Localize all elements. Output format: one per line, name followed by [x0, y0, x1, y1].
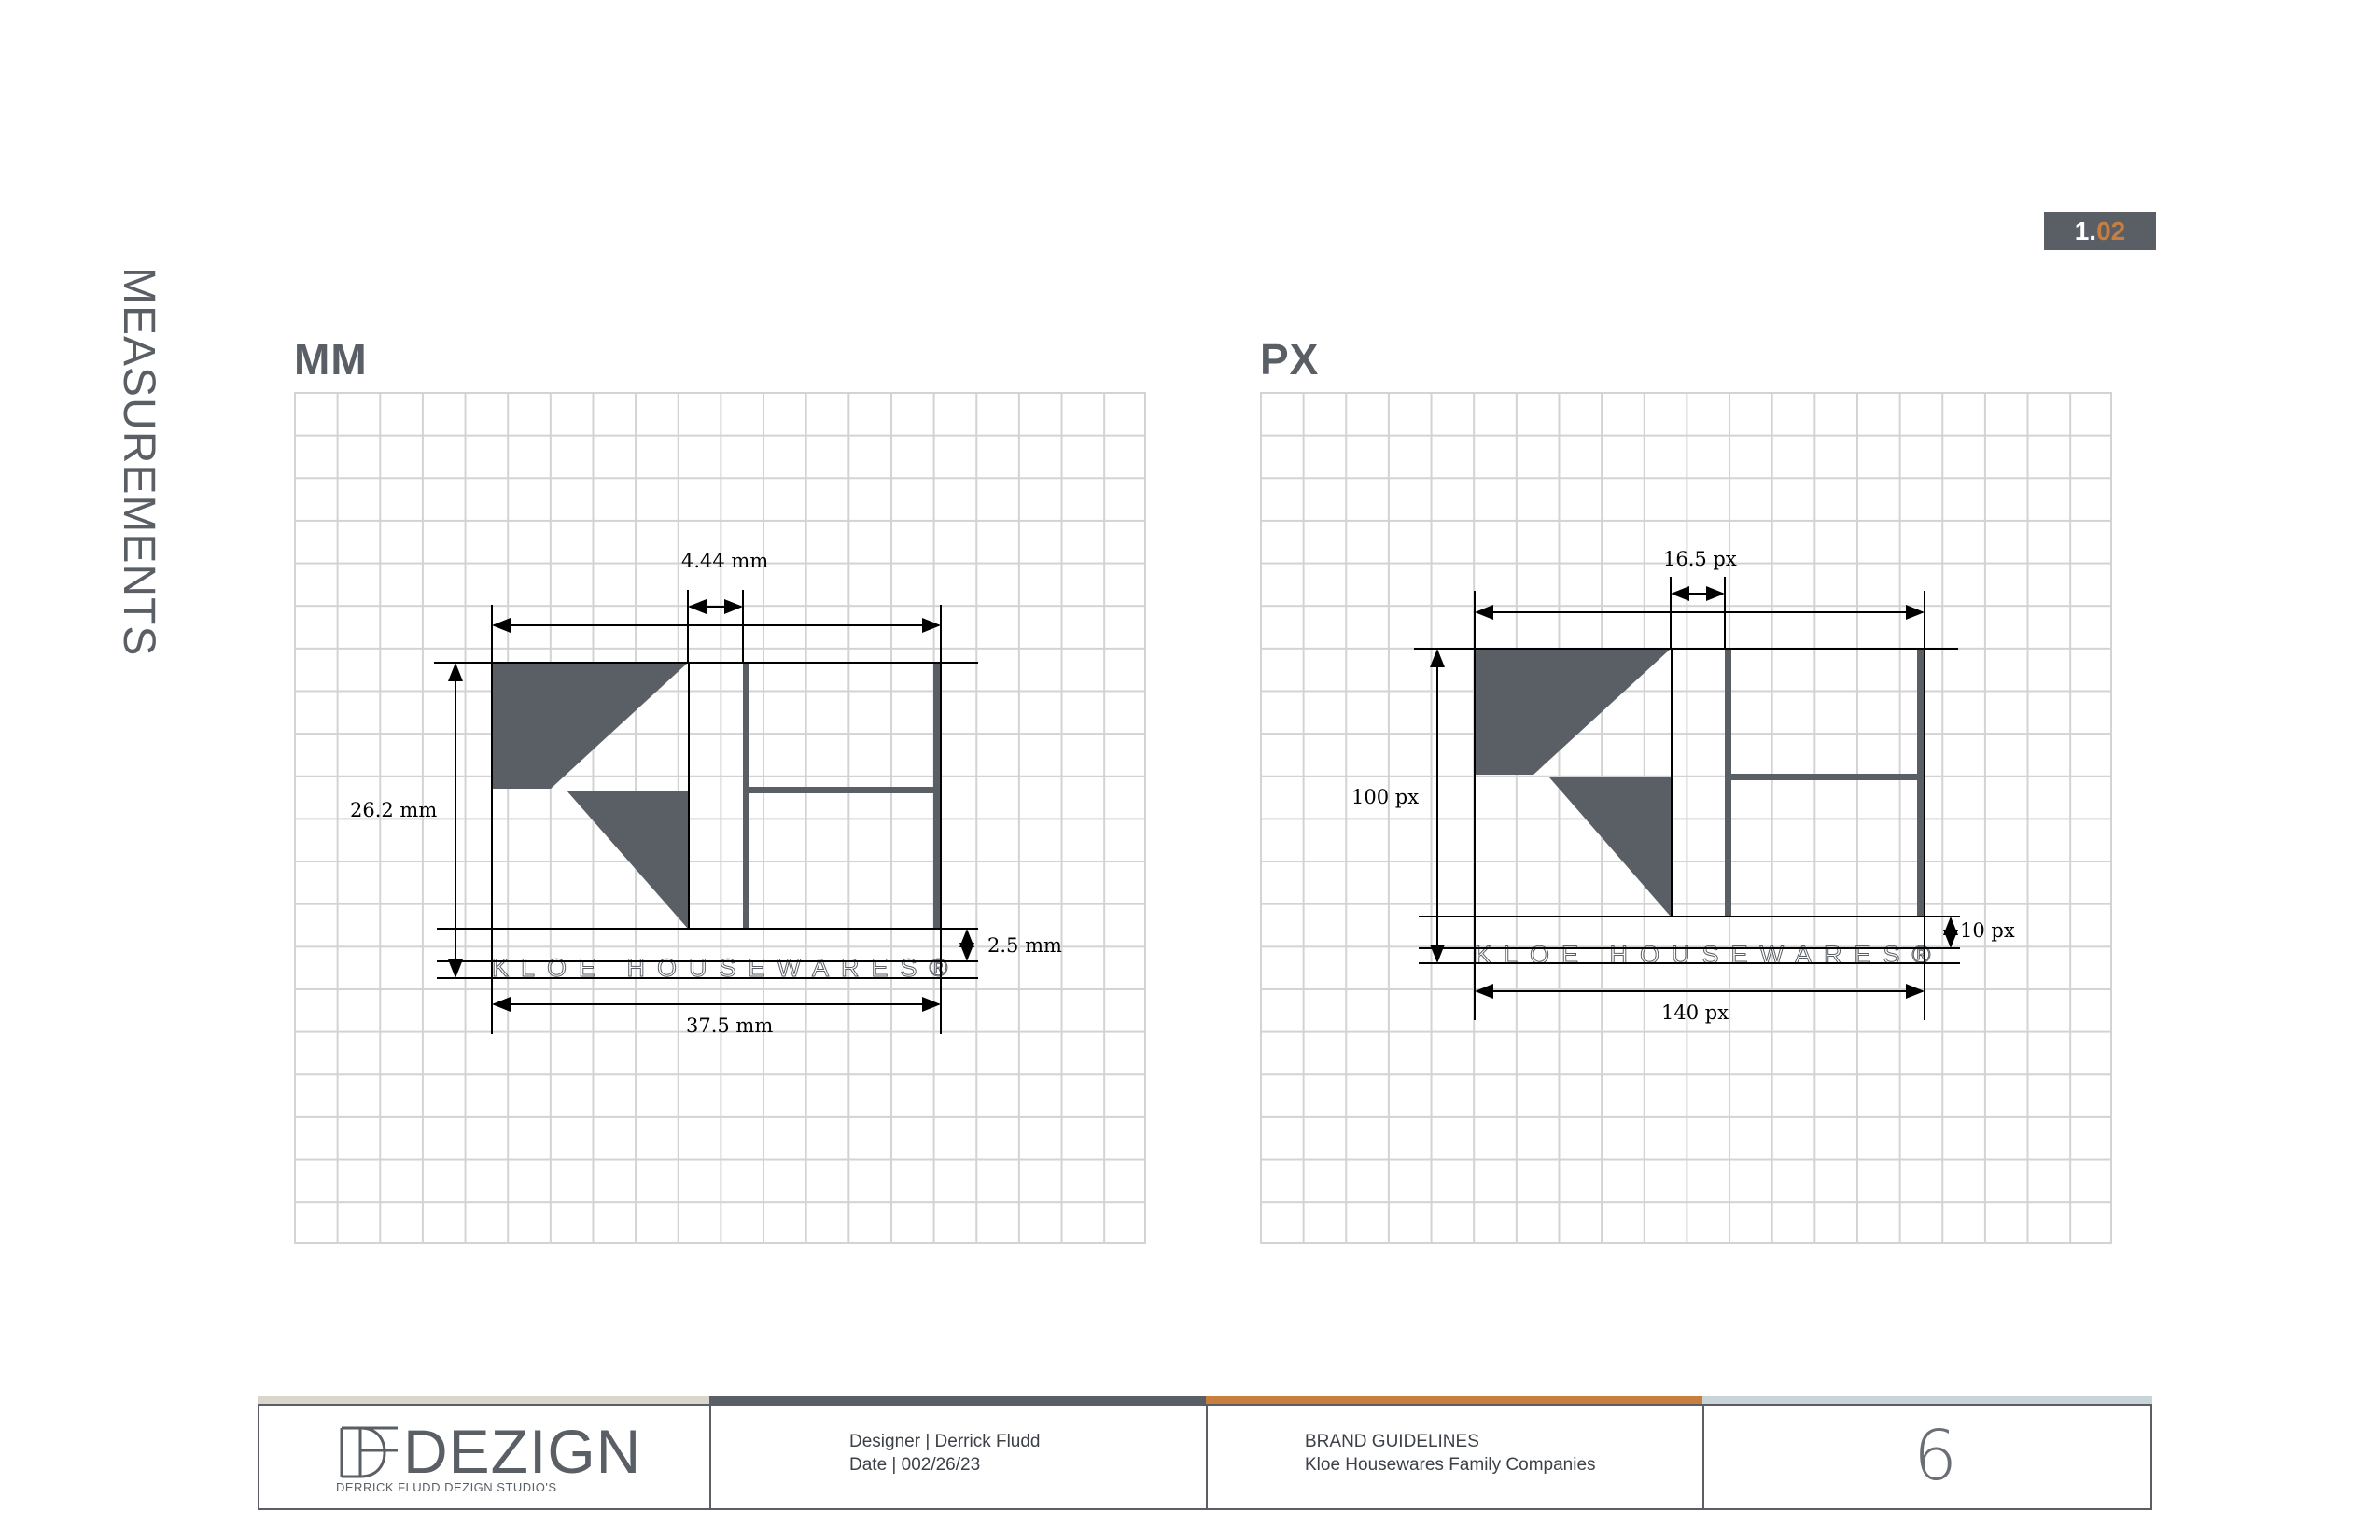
page-number: 6: [1913, 1416, 1958, 1496]
px-wordmark: KLOE HOUSEWARES®: [1475, 941, 1943, 969]
document-date: Date | 002/26/23: [849, 1455, 981, 1475]
studio-logo: [336, 1419, 644, 1503]
logo-tagline: DERRICK FLUDD DEZIGN STUDIO'S: [336, 1480, 557, 1494]
footer-color-bar-1: [258, 1396, 709, 1404]
px-top-dimension-label: 16.5 px: [1663, 548, 1737, 570]
logo-stem-right: [1917, 649, 1924, 917]
footer-divider: [1702, 1404, 1704, 1510]
logo-upper-triangle: [1475, 649, 1671, 775]
footer-color-bar-3: [1206, 1396, 1702, 1404]
document-subtitle: Kloe Housewares Family Companies: [1305, 1455, 1596, 1475]
section-code-accent: 02: [2096, 217, 2126, 245]
mm-height-dimension-label: 26.2 mm: [350, 799, 438, 821]
side-title: MEASUREMENTS: [114, 267, 163, 657]
mm-panel-label: MM: [294, 335, 368, 384]
document-info: [1305, 1430, 1596, 1477]
df-monogram-icon: [336, 1422, 401, 1482]
logo-wordmark: DEZIGN: [403, 1417, 642, 1486]
footer-divider: [1206, 1404, 1208, 1510]
mm-gap-dimension-label: 2.5 mm: [987, 934, 1062, 957]
mm-top-dimension-label: 4.44 mm: [681, 550, 769, 572]
footer-color-bar-2: [709, 1396, 1206, 1404]
logo-crossbar: [1731, 774, 1917, 780]
designer-name: Designer | Derrick Fludd: [849, 1432, 1041, 1451]
px-height-dimension-label: 100 px: [1351, 786, 1420, 808]
px-width-dimension-label: 140 px: [1661, 1001, 1729, 1024]
footer-divider: [709, 1404, 711, 1510]
mm-width-dimension-label: 37.5 mm: [686, 1015, 774, 1037]
designer-info: [849, 1430, 1041, 1477]
document-title: BRAND GUIDELINES: [1305, 1432, 1479, 1451]
px-panel-label: PX: [1260, 335, 1320, 384]
px-gap-dimension-label: 10 px: [1960, 919, 2015, 942]
logo-lower-triangle: [1549, 777, 1671, 917]
footer-color-bar-4: [1702, 1396, 2152, 1404]
section-code-main: 1.: [2074, 217, 2097, 245]
logo-stem-left: [1725, 649, 1731, 917]
mm-wordmark: KLOE HOUSEWARES®: [492, 954, 960, 982]
